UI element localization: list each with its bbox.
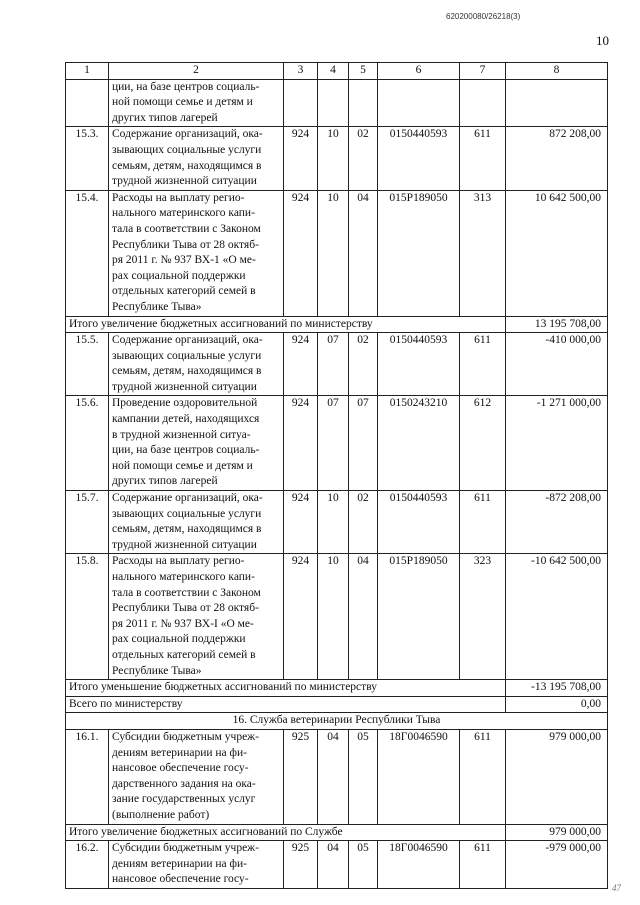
row-description [109,79,284,127]
subsection-code: 05 [349,841,378,889]
total-label: Всего по министерству [66,696,506,713]
row-number: 16.2. [66,841,109,889]
target-article-code: 015P189050 [378,190,460,316]
description-line: ции, на базе центров социаль- [112,80,260,93]
row-description [109,841,284,889]
section-code: 10 [318,491,349,554]
section-code: 10 [318,190,349,316]
row-number: 15.8. [66,554,109,680]
description-line: тала в соответствии с Законом [112,586,261,599]
corner-mark: 47 [612,883,621,893]
table-row [66,554,608,680]
description-line: Расходы на выплату регио- [112,555,245,568]
document-code: 620200080/26218(3) [446,12,521,21]
page-number: 10 [596,33,609,48]
section-code: 04 [318,729,349,824]
table-row [66,729,608,824]
amount: -10 642 500,00 [506,554,608,680]
amount: -979 000,00 [506,841,608,889]
section-code: 10 [318,127,349,190]
description-line: Проведение оздоровительной [112,397,258,410]
section-row [66,713,608,730]
expense-type-code: 611 [460,127,506,190]
total-amount: -13 195 708,00 [506,680,608,697]
description-line: Республики Тыва от 28 октяб- [112,602,259,615]
description-line: в трудной жизненной ситуа- [112,428,251,441]
target-article-code: 0150440593 [378,333,460,396]
target-article-code: 0150243210 [378,396,460,491]
description-line: зывающих социальные услуги [112,143,262,156]
description-line: Субсидии бюджетным учреж- [112,842,259,855]
total-row [66,680,608,697]
table-body [66,79,608,888]
description-line: рах социальной поддержки [112,633,246,646]
description-line: нального материнского капи- [112,207,255,220]
header-cell-3: 3 [284,63,318,80]
description-line: других типов лагерей [112,475,218,488]
row-number: 15.5. [66,333,109,396]
header-cell-1: 1 [66,63,109,80]
table-row [66,79,608,127]
description-line: нального материнского капи- [112,571,255,583]
description-line: Содержание организаций, ока- [112,128,263,141]
description-line: ря 2011 г. № 937 ВХ-1 «О ме- [112,254,256,267]
description-line: кампании детей, находящихся [112,413,260,426]
subsection-code: 02 [349,127,378,190]
description-line: Расходы на выплату регио- [112,191,245,204]
ministry-code: 924 [284,190,318,316]
description-line: нансовое обеспечение госу- [112,873,249,886]
expense-type-code: 611 [460,333,506,396]
header-cell-7: 7 [460,63,506,80]
description-line: ной помощи семье и детям и [112,96,253,109]
description-line: других типов лагерей [112,111,218,124]
description-line: зывающих социальные услуги [112,507,262,520]
description-line: отдельных категорий семей в [112,648,256,661]
row-number: 15.6. [66,396,109,491]
description-line: Субсидии бюджетным учреж- [112,730,259,743]
description-line: дениям ветеринарии на фи- [112,746,247,759]
section-code [318,79,349,127]
description-line: зание государственных услуг [112,793,256,806]
subsection-code: 04 [349,190,378,316]
amount: 979 000,00 [506,729,608,824]
description-line: (выполнение работ) [112,808,210,821]
table-row [66,190,608,316]
table-header [66,63,608,80]
target-article-code: 18Г0046590 [378,841,460,889]
ministry-code: 925 [284,841,318,889]
total-row [66,824,608,841]
header-cell-6: 6 [378,63,460,80]
section-code: 10 [318,554,349,680]
ministry-code: 924 [284,396,318,491]
table-row [66,396,608,491]
table-row [66,333,608,396]
description-line: трудной жизненной ситуации [112,380,257,393]
amount: -872 208,00 [506,491,608,554]
budget-table [65,62,608,889]
row-number: 15.7. [66,491,109,554]
target-article-code: 0150440593 [378,491,460,554]
row-number: 15.4. [66,190,109,316]
row-description [109,127,284,190]
description-line: Республике Тыва» [112,300,202,313]
subsection-code: 02 [349,333,378,396]
description-line: нансовое обеспечение госу- [112,762,249,775]
header-cell-2: 2 [109,63,284,80]
target-article-code: 18Г0046590 [378,729,460,824]
target-article-code: 015P189050 [378,554,460,680]
description-line: тала в соответствии с Законом [112,222,261,235]
total-label: Итого увеличение бюджетных ассигнований по Службе [66,824,506,841]
amount: 872 208,00 [506,127,608,190]
subsection-code: 07 [349,396,378,491]
header-row [66,63,608,80]
ministry-code: 925 [284,729,318,824]
description-line: семьям, детям, находящимся в [112,159,262,172]
amount [506,79,608,127]
ministry-code: 924 [284,491,318,554]
target-article-code [378,79,460,127]
target-article-code: 0150440593 [378,127,460,190]
subsection-code: 04 [349,554,378,680]
expense-type-code: 611 [460,729,506,824]
section-code: 07 [318,396,349,491]
table-row [66,127,608,190]
description-line: Республике Тыва» [112,664,202,677]
description-line: отдельных категорий семей в [112,285,256,298]
subsection-code: 02 [349,491,378,554]
row-description [109,729,284,824]
total-amount: 13 195 708,00 [506,316,608,333]
subsection-code [349,79,378,127]
row-number: 15.3. [66,127,109,190]
description-line: трудной жизненной ситуации [112,175,257,188]
total-row [66,696,608,713]
row-number: 16.1. [66,729,109,824]
row-description [109,190,284,316]
description-line: семьям, детям, находящимся в [112,523,262,536]
section-heading: 16. Служба ветеринарии Республики Тыва [66,713,608,730]
expense-type-code: 323 [460,554,506,680]
description-line: ря 2011 г. № 937 ВХ-I «О ме- [112,617,254,630]
total-amount: 979 000,00 [506,824,608,841]
section-code: 04 [318,841,349,889]
section-code: 07 [318,333,349,396]
header-cell-8: 8 [506,63,608,80]
expense-type-code: 612 [460,396,506,491]
header-cell-4: 4 [318,63,349,80]
description-line: зывающих социальные услуги [112,349,262,362]
description-line: ции, на базе центров социаль- [112,444,260,457]
expense-type-code [460,79,506,127]
description-line: Республики Тыва от 28 октяб- [112,238,259,251]
expense-type-code: 313 [460,190,506,316]
total-label: Итого уменьшение бюджетных ассигнований по министерству [66,680,506,697]
description-line: трудной жизненной ситуации [112,538,257,551]
description-line: семьям, детям, находящимся в [112,365,262,378]
row-description [109,396,284,491]
ministry-code: 924 [284,127,318,190]
row-description [109,554,284,680]
ministry-code [284,79,318,127]
expense-type-code: 611 [460,841,506,889]
table-row [66,841,608,889]
total-label: Итого увеличение бюджетных ассигнований по министерству [66,316,506,333]
expense-type-code: 611 [460,491,506,554]
description-line: Содержание организаций, ока- [112,492,263,505]
row-number [66,79,109,127]
description-line: рах социальной поддержки [112,269,246,282]
ministry-code: 924 [284,554,318,680]
total-amount: 0,00 [506,696,608,713]
description-line: Содержание организаций, ока- [112,334,263,347]
row-description [109,333,284,396]
total-row [66,316,608,333]
description-line: дарственного задания на ока- [112,777,256,790]
row-description [109,491,284,554]
header-cell-5: 5 [349,63,378,80]
description-line: дениям ветеринарии на фи- [112,857,247,870]
subsection-code: 05 [349,729,378,824]
ministry-code: 924 [284,333,318,396]
table-row [66,491,608,554]
amount: -1 271 000,00 [506,396,608,491]
description-line: ной помощи семье и детям и [112,459,253,472]
amount: -410 000,00 [506,333,608,396]
amount: 10 642 500,00 [506,190,608,316]
